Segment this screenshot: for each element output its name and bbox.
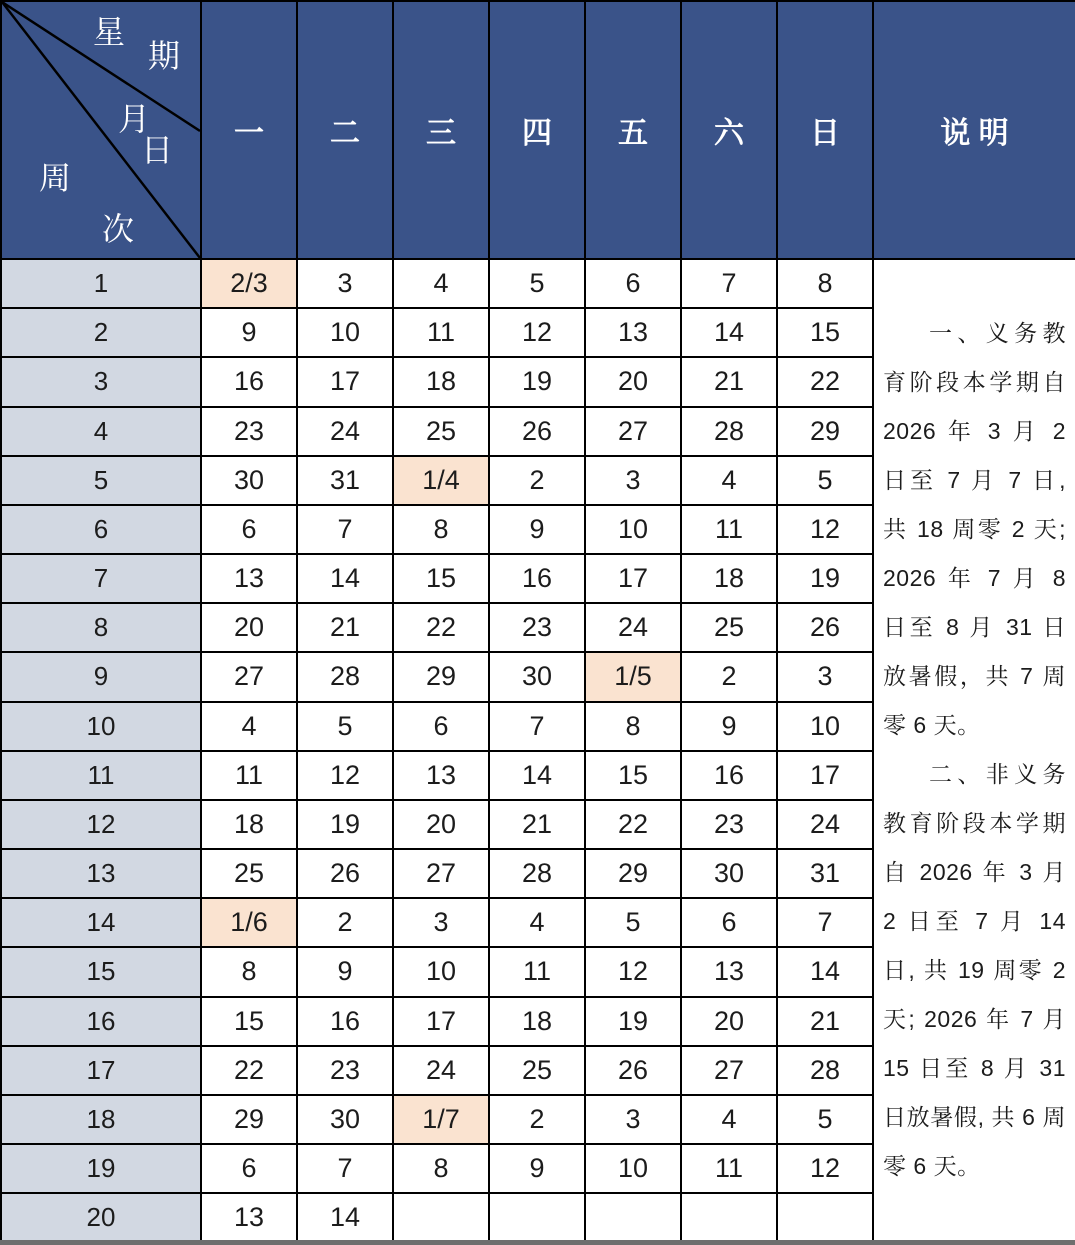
date-cell: 12 xyxy=(777,505,873,554)
week-number-cell: 1 xyxy=(1,259,201,308)
date-cell: 7 xyxy=(681,259,777,308)
date-cell: 8 xyxy=(393,505,489,554)
date-cell: 3 xyxy=(585,456,681,505)
date-cell: 24 xyxy=(777,800,873,849)
week-number-cell: 7 xyxy=(1,554,201,603)
date-cell: 16 xyxy=(201,357,297,406)
notes-cell xyxy=(873,259,1075,1243)
date-cell: 13 xyxy=(681,947,777,996)
date-cell: 16 xyxy=(489,554,585,603)
day-header-mon: 一 xyxy=(201,1,297,259)
month-start-date-cell: 1/6 xyxy=(201,898,297,947)
date-cell: 10 xyxy=(297,308,393,357)
date-cell: 15 xyxy=(777,308,873,357)
date-cell: 7 xyxy=(777,898,873,947)
header-row xyxy=(1,1,1075,259)
date-cell: 21 xyxy=(297,603,393,652)
date-cell: 11 xyxy=(489,947,585,996)
date-cell: 19 xyxy=(489,357,585,406)
date-cell: 25 xyxy=(489,1046,585,1095)
date-cell: 15 xyxy=(393,554,489,603)
date-cell: 26 xyxy=(777,603,873,652)
date-cell: 7 xyxy=(489,702,585,751)
date-cell: 6 xyxy=(201,1144,297,1193)
date-cell: 29 xyxy=(201,1095,297,1144)
date-cell: 26 xyxy=(585,1046,681,1095)
date-cell: 17 xyxy=(393,997,489,1046)
date-cell: 11 xyxy=(681,505,777,554)
day-header-fri: 五 xyxy=(585,1,681,259)
day-header-thu: 四 xyxy=(489,1,585,259)
date-cell: 4 xyxy=(489,898,585,947)
date-cell: 10 xyxy=(393,947,489,996)
date-cell: 14 xyxy=(777,947,873,996)
date-cell: 19 xyxy=(585,997,681,1046)
date-cell: 10 xyxy=(585,1144,681,1193)
date-cell: 23 xyxy=(201,407,297,456)
week-row xyxy=(1,259,1075,308)
date-cell: 27 xyxy=(585,407,681,456)
date-cell: 24 xyxy=(393,1046,489,1095)
date-cell: 4 xyxy=(681,456,777,505)
date-cell xyxy=(393,1193,489,1242)
date-cell: 30 xyxy=(681,849,777,898)
week-number-cell: 4 xyxy=(1,407,201,456)
date-cell: 17 xyxy=(777,751,873,800)
week-number-cell: 9 xyxy=(1,652,201,701)
week-number-cell: 2 xyxy=(1,308,201,357)
date-cell: 6 xyxy=(201,505,297,554)
corner-cell xyxy=(1,1,201,259)
date-cell: 12 xyxy=(489,308,585,357)
notes-paragraph: 一、义务教育阶段本学期自 2026 年 3 月 2 日至 7 月 7 日, 共 18 周零 2 天; 2026 年 7 月 8 日至 8 月 31 日放暑假，共 7 周零 6 天。 xyxy=(883,320,1066,738)
date-cell: 2 xyxy=(489,1095,585,1144)
date-cell: 5 xyxy=(777,1095,873,1144)
date-cell: 5 xyxy=(585,898,681,947)
date-cell: 25 xyxy=(681,603,777,652)
month-start-date-cell: 2/3 xyxy=(201,259,297,308)
month-start-date-cell: 1/4 xyxy=(393,456,489,505)
date-cell: 11 xyxy=(393,308,489,357)
date-cell: 30 xyxy=(201,456,297,505)
date-cell: 3 xyxy=(297,259,393,308)
date-cell: 11 xyxy=(201,751,297,800)
date-cell: 23 xyxy=(489,603,585,652)
date-cell: 16 xyxy=(297,997,393,1046)
date-cell: 4 xyxy=(201,702,297,751)
date-cell: 12 xyxy=(297,751,393,800)
date-cell: 15 xyxy=(585,751,681,800)
date-cell: 18 xyxy=(201,800,297,849)
date-cell: 6 xyxy=(681,898,777,947)
date-cell: 31 xyxy=(777,849,873,898)
notes-paragraph: 二、非义务教育阶段本学期自 2026 年 3 月 2 日至 7 月 14 日, 共 19 周零 2 天; 2026 年 7 月 15 日至 8 月 31 日放暑假, 共 6 周零 6 天。 xyxy=(883,761,1066,1179)
date-cell: 8 xyxy=(393,1144,489,1193)
date-cell: 13 xyxy=(201,1193,297,1242)
date-cell: 23 xyxy=(681,800,777,849)
date-cell xyxy=(777,1193,873,1242)
date-cell: 4 xyxy=(393,259,489,308)
date-cell: 18 xyxy=(681,554,777,603)
day-header-sun: 日 xyxy=(777,1,873,259)
month-start-date-cell: 1/5 xyxy=(585,652,681,701)
date-cell: 3 xyxy=(777,652,873,701)
date-cell: 17 xyxy=(297,357,393,406)
week-number-cell: 3 xyxy=(1,357,201,406)
corner-label-weekday: 星 xyxy=(93,14,126,50)
date-cell: 8 xyxy=(777,259,873,308)
date-cell: 21 xyxy=(681,357,777,406)
corner-label-weekday: 期 xyxy=(148,38,181,74)
date-cell: 26 xyxy=(489,407,585,456)
date-cell: 11 xyxy=(681,1144,777,1193)
week-number-cell: 19 xyxy=(1,1144,201,1193)
date-cell: 3 xyxy=(393,898,489,947)
date-cell xyxy=(681,1193,777,1242)
date-cell: 21 xyxy=(489,800,585,849)
date-cell: 27 xyxy=(393,849,489,898)
date-cell: 2 xyxy=(297,898,393,947)
date-cell: 21 xyxy=(777,997,873,1046)
date-cell: 12 xyxy=(777,1144,873,1193)
date-cell: 5 xyxy=(777,456,873,505)
week-number-cell: 16 xyxy=(1,997,201,1046)
date-cell: 15 xyxy=(201,997,297,1046)
date-cell: 19 xyxy=(297,800,393,849)
date-cell: 10 xyxy=(585,505,681,554)
date-cell: 18 xyxy=(489,997,585,1046)
date-cell: 20 xyxy=(201,603,297,652)
date-cell: 28 xyxy=(489,849,585,898)
date-cell: 20 xyxy=(681,997,777,1046)
date-cell: 3 xyxy=(585,1095,681,1144)
date-cell: 30 xyxy=(297,1095,393,1144)
date-cell: 9 xyxy=(489,505,585,554)
date-cell: 20 xyxy=(585,357,681,406)
date-cell: 7 xyxy=(297,1144,393,1193)
week-number-cell: 12 xyxy=(1,800,201,849)
date-cell: 25 xyxy=(201,849,297,898)
date-cell: 16 xyxy=(681,751,777,800)
date-cell: 22 xyxy=(585,800,681,849)
date-cell: 2 xyxy=(489,456,585,505)
date-cell: 28 xyxy=(681,407,777,456)
date-cell: 6 xyxy=(393,702,489,751)
date-cell: 5 xyxy=(489,259,585,308)
corner-label-weekno: 周 xyxy=(39,160,72,196)
date-cell: 8 xyxy=(585,702,681,751)
date-cell: 5 xyxy=(297,702,393,751)
week-number-cell: 15 xyxy=(1,947,201,996)
date-cell: 29 xyxy=(393,652,489,701)
date-cell: 12 xyxy=(585,947,681,996)
date-cell: 25 xyxy=(393,407,489,456)
date-cell: 22 xyxy=(777,357,873,406)
date-cell: 9 xyxy=(297,947,393,996)
date-cell: 14 xyxy=(681,308,777,357)
date-cell: 31 xyxy=(297,456,393,505)
day-header-sat: 六 xyxy=(681,1,777,259)
day-header-wed: 三 xyxy=(393,1,489,259)
date-cell: 7 xyxy=(297,505,393,554)
date-cell: 26 xyxy=(297,849,393,898)
date-cell: 29 xyxy=(585,849,681,898)
date-cell: 28 xyxy=(297,652,393,701)
week-number-cell: 18 xyxy=(1,1095,201,1144)
date-cell: 4 xyxy=(681,1095,777,1144)
week-number-cell: 20 xyxy=(1,1193,201,1242)
corner-label-weekno: 次 xyxy=(102,211,135,247)
date-cell: 8 xyxy=(201,947,297,996)
date-cell: 19 xyxy=(777,554,873,603)
date-cell xyxy=(489,1193,585,1242)
date-cell: 14 xyxy=(297,1193,393,1242)
date-cell: 13 xyxy=(201,554,297,603)
day-header-tue: 二 xyxy=(297,1,393,259)
date-cell: 6 xyxy=(585,259,681,308)
week-number-cell: 17 xyxy=(1,1046,201,1095)
week-number-cell: 5 xyxy=(1,456,201,505)
date-cell: 29 xyxy=(777,407,873,456)
week-number-cell: 14 xyxy=(1,898,201,947)
date-cell: 9 xyxy=(201,308,297,357)
week-number-cell: 11 xyxy=(1,751,201,800)
date-cell: 28 xyxy=(777,1046,873,1095)
month-start-date-cell: 1/7 xyxy=(393,1095,489,1144)
date-cell: 17 xyxy=(585,554,681,603)
date-cell: 22 xyxy=(201,1046,297,1095)
week-number-cell: 6 xyxy=(1,505,201,554)
week-number-cell: 10 xyxy=(1,702,201,751)
date-cell: 27 xyxy=(681,1046,777,1095)
calendar-body xyxy=(1,259,1075,1243)
date-cell: 9 xyxy=(489,1144,585,1193)
date-cell: 13 xyxy=(393,751,489,800)
date-cell xyxy=(585,1193,681,1242)
date-cell: 30 xyxy=(489,652,585,701)
date-cell: 24 xyxy=(585,603,681,652)
date-cell: 22 xyxy=(393,603,489,652)
corner-label-monthday: 日 xyxy=(141,132,174,168)
date-cell: 9 xyxy=(681,702,777,751)
date-cell: 2 xyxy=(681,652,777,701)
date-cell: 14 xyxy=(489,751,585,800)
date-cell: 18 xyxy=(393,357,489,406)
date-cell: 24 xyxy=(297,407,393,456)
date-cell: 23 xyxy=(297,1046,393,1095)
week-number-cell: 13 xyxy=(1,849,201,898)
date-cell: 27 xyxy=(201,652,297,701)
notes-header: 说 明 xyxy=(873,1,1075,259)
date-cell: 13 xyxy=(585,308,681,357)
date-cell: 20 xyxy=(393,800,489,849)
date-cell: 14 xyxy=(297,554,393,603)
corner-label-monthday: 月 xyxy=(118,101,151,137)
week-number-cell: 8 xyxy=(1,603,201,652)
date-cell: 10 xyxy=(777,702,873,751)
